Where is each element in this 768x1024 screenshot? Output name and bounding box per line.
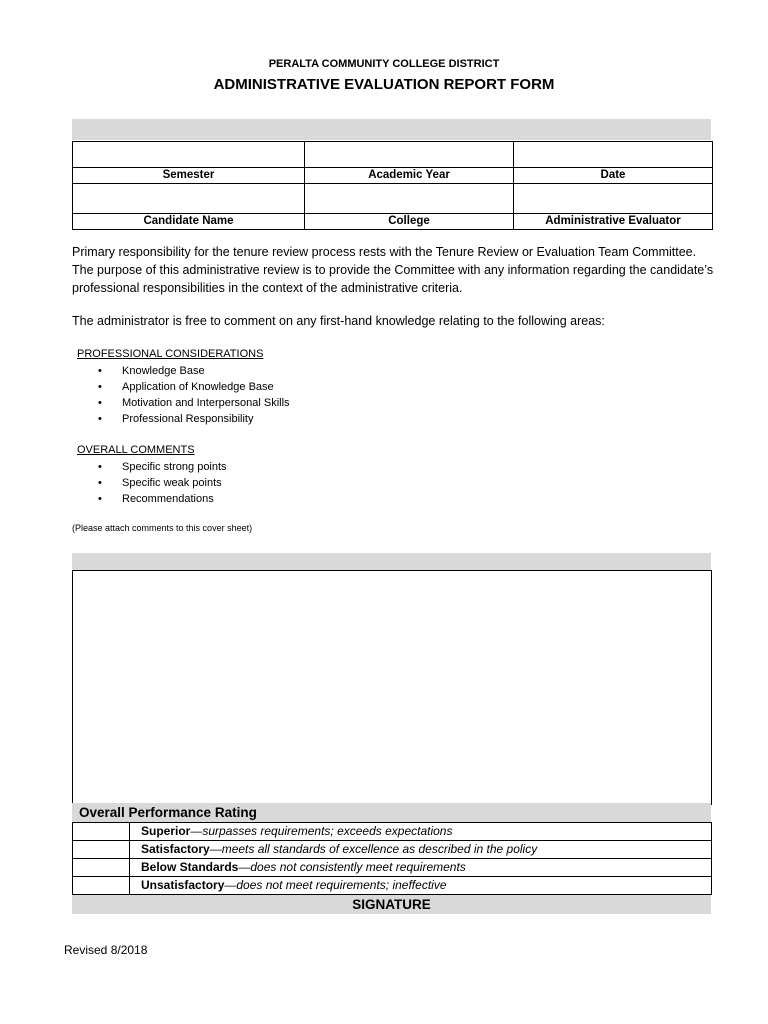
comments-shading-bar xyxy=(72,553,711,570)
signature-heading: SIGNATURE xyxy=(72,895,711,914)
list-item: • Knowledge Base xyxy=(92,363,290,379)
below-standards-checkbox-cell[interactable] xyxy=(73,859,130,877)
unsatisfactory-checkbox-cell[interactable] xyxy=(73,877,130,895)
revised-date: Revised 8/2018 xyxy=(64,943,148,957)
college-field[interactable] xyxy=(305,184,514,214)
rating-heading: Overall Performance Rating xyxy=(72,803,711,822)
professional-considerations-heading: PROFESSIONAL CONSIDERATIONS xyxy=(77,348,264,360)
district-name: PERALTA COMMUNITY COLLEGE DISTRICT xyxy=(268,58,500,70)
academic-year-field[interactable] xyxy=(305,142,514,168)
administrative-evaluator-label: Administrative Evaluator xyxy=(514,214,713,230)
rating-row-superior xyxy=(73,823,712,841)
candidate-name-field[interactable] xyxy=(73,184,305,214)
semester-field[interactable] xyxy=(73,142,305,168)
professional-considerations-list xyxy=(92,363,290,427)
rating-option-name: Superior xyxy=(141,824,191,838)
date-label: Date xyxy=(514,168,713,184)
date-field[interactable] xyxy=(514,142,713,168)
administrative-evaluator-field[interactable] xyxy=(514,184,713,214)
rating-option-name: Satisfactory xyxy=(141,842,210,856)
superior-checkbox-cell[interactable] xyxy=(73,823,130,841)
rating-option-desc: —meets all standards of excellence as described in the policy xyxy=(209,842,538,856)
list-item: • Specific strong points xyxy=(92,459,227,475)
academic-year-label: Academic Year xyxy=(305,168,514,184)
list-item: • Specific weak points xyxy=(92,475,227,491)
college-label: College xyxy=(305,214,514,230)
rating-option-desc: —does not consistently meet requirements xyxy=(238,860,466,874)
overall-comments-list xyxy=(92,459,227,507)
rating-option-name: Below Standards xyxy=(141,860,239,874)
intro-instruction: The administrator is free to comment on any first-hand knowledge relating to the following areas: xyxy=(72,314,605,328)
candidate-name-label: Candidate Name xyxy=(73,214,305,230)
rating-option-name: Unsatisfactory xyxy=(141,878,225,892)
list-item: • Motivation and Interpersonal Skills xyxy=(92,395,290,411)
candidate-info-table xyxy=(72,141,713,230)
header-shading-bar xyxy=(72,119,711,140)
list-item: • Professional Responsibility xyxy=(92,411,290,427)
rating-row-below-standards xyxy=(73,859,712,877)
intro-paragraph: Primary responsibility for the tenure review process rests with the Tenure Review or Evaluation Team Committee. The purpose of this administrative review is to provide the Committee with any information regarding the candidate’s professional responsibilities in the context of the administrative criteria. xyxy=(72,245,714,295)
attach-note: (Please attach comments to this cover sheet) xyxy=(72,523,253,533)
rating-row-satisfactory xyxy=(73,841,712,859)
rating-option-desc: —surpasses requirements; exceeds expectations xyxy=(190,824,453,838)
rating-row-unsatisfactory xyxy=(73,877,712,895)
overall-comments-heading: OVERALL COMMENTS xyxy=(77,444,195,456)
comments-box[interactable] xyxy=(72,570,712,805)
list-item: • Recommendations xyxy=(92,491,227,507)
list-item: • Application of Knowledge Base xyxy=(92,379,290,395)
satisfactory-checkbox-cell[interactable] xyxy=(73,841,130,859)
semester-label: Semester xyxy=(73,168,305,184)
rating-option-desc: —does not meet requirements; ineffective xyxy=(224,878,447,892)
rating-table xyxy=(72,822,712,895)
form-title: ADMINISTRATIVE EVALUATION REPORT FORM xyxy=(213,76,555,93)
